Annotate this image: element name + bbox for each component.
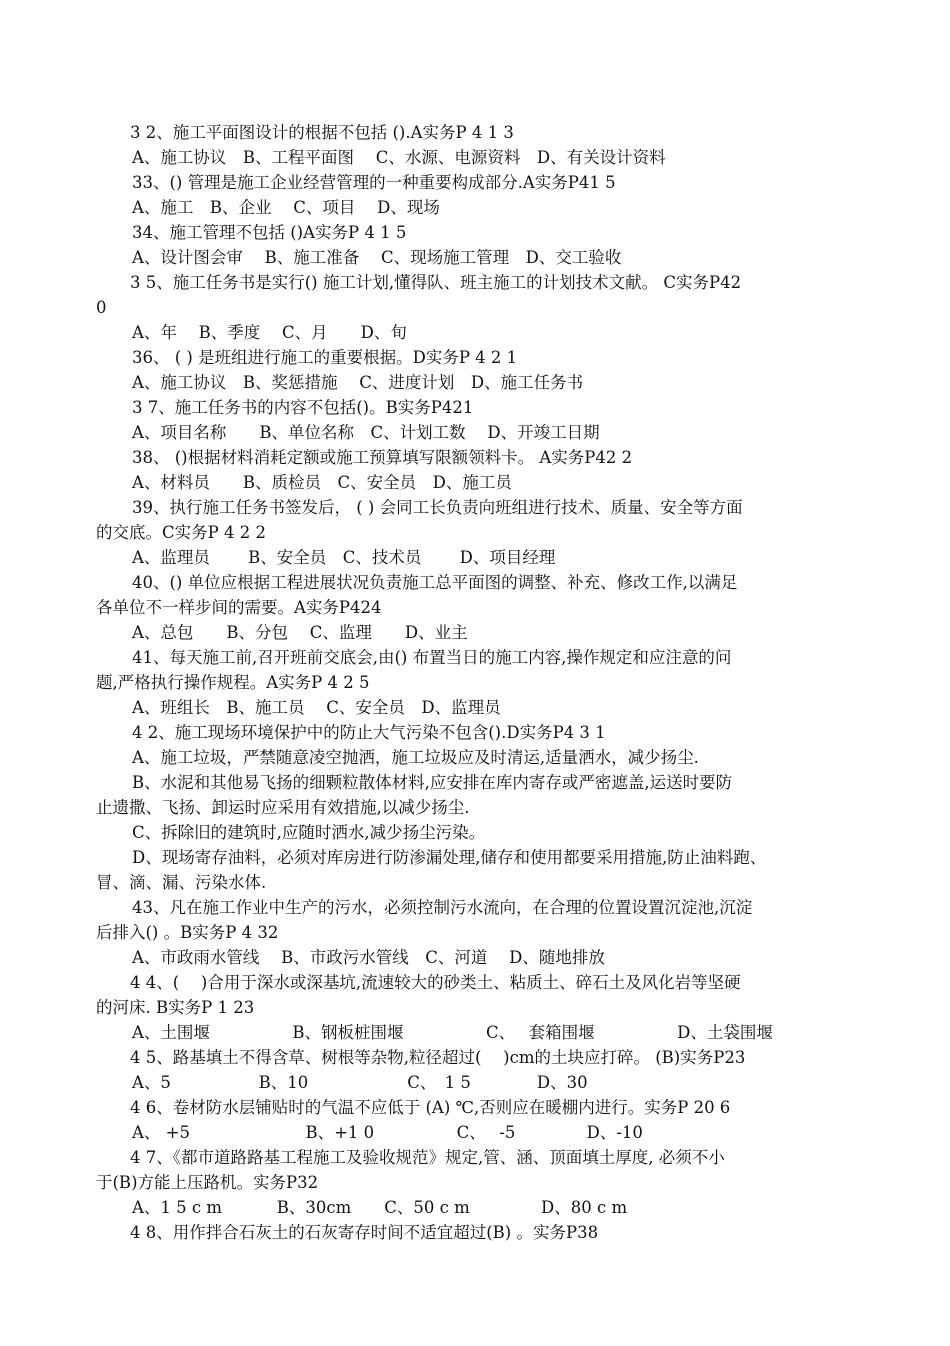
question-list — [96, 120, 866, 1245]
question-39-cont: 的交底。C实务P 4 2 2 — [96, 523, 266, 542]
question-38: 38、 ()根据材料消耗定额或施工预算填写限额领料卡。 A实务P42 2 — [132, 448, 633, 467]
question-32: 3 2、施工平面图设计的根据不包括 ().A实务P 4 1 3 — [130, 123, 514, 142]
options-45: A、5 B、10 C、 1 5 D、30 — [132, 1073, 588, 1092]
options-40: A、总包 B、分包 C、监理 D、业主 — [132, 623, 468, 642]
question-39: 39、执行施工任务书签发后， ( ) 会同工长负责向班组进行技术、质量、安全等方面 — [132, 498, 743, 517]
options-47: A、1 5 c m B、30cm C、50 c m D、80 c m — [132, 1198, 628, 1217]
options-39: A、监理员 B、安全员 C、技术员 D、项目经理 — [132, 548, 556, 567]
option-42-a: A、施工垃圾，严禁随意凌空抛洒，施工垃圾应及时清运,适量洒水，减少扬尘. — [132, 748, 699, 767]
options-34: A、设计图会审 B、施工准备 C、现场施工管理 D、交工验收 — [132, 248, 622, 267]
question-37: 3 7、施工任务书的内容不包括()。B实务P421 — [132, 398, 474, 417]
options-33: A、施工 B、企业 C、项目 D、现场 — [132, 198, 440, 217]
option-42-b-cont: 止遗撒、飞扬、卸运时应采用有效措施,以减少扬尘. — [96, 798, 470, 817]
question-43: 43、凡在施工作业中生产的污水，必须控制污水流向，在合理的位置设置沉淀池,沉淀 — [132, 898, 753, 917]
question-44: 4 4、( )合用于深水或深基坑,流速较大的砂类土、粘质土、碎石土及风化岩等坚硬 — [130, 973, 741, 992]
question-47-cont: 于(B)方能上压路机。实务P32 — [96, 1173, 319, 1192]
option-42-c: C、拆除旧的建筑时,应随时洒水,减少扬尘污染。 — [132, 823, 486, 842]
question-40-cont: 各单位不一样步间的需要。A实务P424 — [96, 598, 382, 617]
question-41: 41、每天施工前,召开班前交底会,由() 布置当日的施工内容,操作规定和应注意的问 — [132, 648, 732, 667]
options-37: A、项目名称 B、单位名称 C、计划工数 D、开竣工日期 — [132, 423, 600, 442]
question-44-cont: 的河床. B实务P 1 23 — [96, 998, 255, 1017]
options-41: A、班组长 B、施工员 C、安全员 D、监理员 — [132, 698, 501, 717]
question-43-cont: 后排入() 。B实务P 4 32 — [96, 923, 279, 942]
question-35-cont: 0 — [96, 298, 107, 317]
options-35: A、年 B、季度 C、月 D、旬 — [132, 323, 407, 342]
question-48: 4 8、用作拌合石灰土的石灰寄存时间不适宜超过(B) 。实务P38 — [130, 1223, 599, 1242]
options-36: A、施工协议 B、奖惩措施 C、进度计划 D、施工任务书 — [132, 373, 584, 392]
option-42-d: D、现场寄存油料，必须对库房进行防渗漏处理,储存和使用都要采用措施,防止油料跑、 — [132, 848, 767, 867]
options-46: A、 +5 B、+1 0 C、 -5 D、-10 — [132, 1123, 643, 1142]
question-36: 36、 ( ) 是班组进行施工的重要根据。D实务P 4 2 1 — [132, 348, 518, 367]
question-46: 4 6、卷材防水层铺贴时的气温不应低于 (A) ℃,否则应在暖棚内进行。实务P 20 6 — [130, 1098, 731, 1117]
question-33: 33、() 管理是施工企业经营管理的一种重要构成部分.A实务P41 5 — [132, 173, 616, 192]
options-44: A、土围堰 B、钢板桩围堰 C、 套箱围堰 D、土袋围堰 — [132, 1023, 773, 1042]
question-41-cont: 题,严格执行操作规程。A实务P 4 2 5 — [96, 673, 370, 692]
question-40: 40、() 单位应根据工程进展状况负责施工总平面图的调整、补充、修改工作,以满足 — [132, 573, 738, 592]
question-34: 34、施工管理不包括 ()A实务P 4 1 5 — [132, 223, 407, 242]
options-43: A、市政雨水管线 B、市政污水管线 C、河道 D、随地排放 — [132, 948, 605, 967]
question-35: 3 5、施工任务书是实行() 施工计划,懂得队、班主施工的计划技术文献。 C实务P42 — [130, 273, 742, 292]
option-42-d-cont: 冒、滴、漏、污染水体. — [96, 873, 267, 892]
question-45: 4 5、路基填土不得含草、树根等杂物,粒径超过( )cm的土块应打碎。 (B)实务P23 — [130, 1048, 746, 1067]
question-47: 4 7、《都市道路路基工程施工及验收规范》规定,管、涵、顶面填土厚度, 必须不小 — [130, 1148, 725, 1167]
question-42: 4 2、施工现场环境保护中的防止大气污染不包含().D实务P4 3 1 — [132, 723, 606, 742]
options-38: A、材料员 B、质检员 C、安全员 D、施工员 — [132, 473, 512, 492]
options-32: A、施工协议 B、工程平面图 C、水源、电源资料 D、有关设计资料 — [132, 148, 666, 167]
option-42-b: B、水泥和其他易飞扬的细颗粒散体材料,应安排在库内寄存或严密遮盖,运送时要防 — [132, 773, 733, 792]
